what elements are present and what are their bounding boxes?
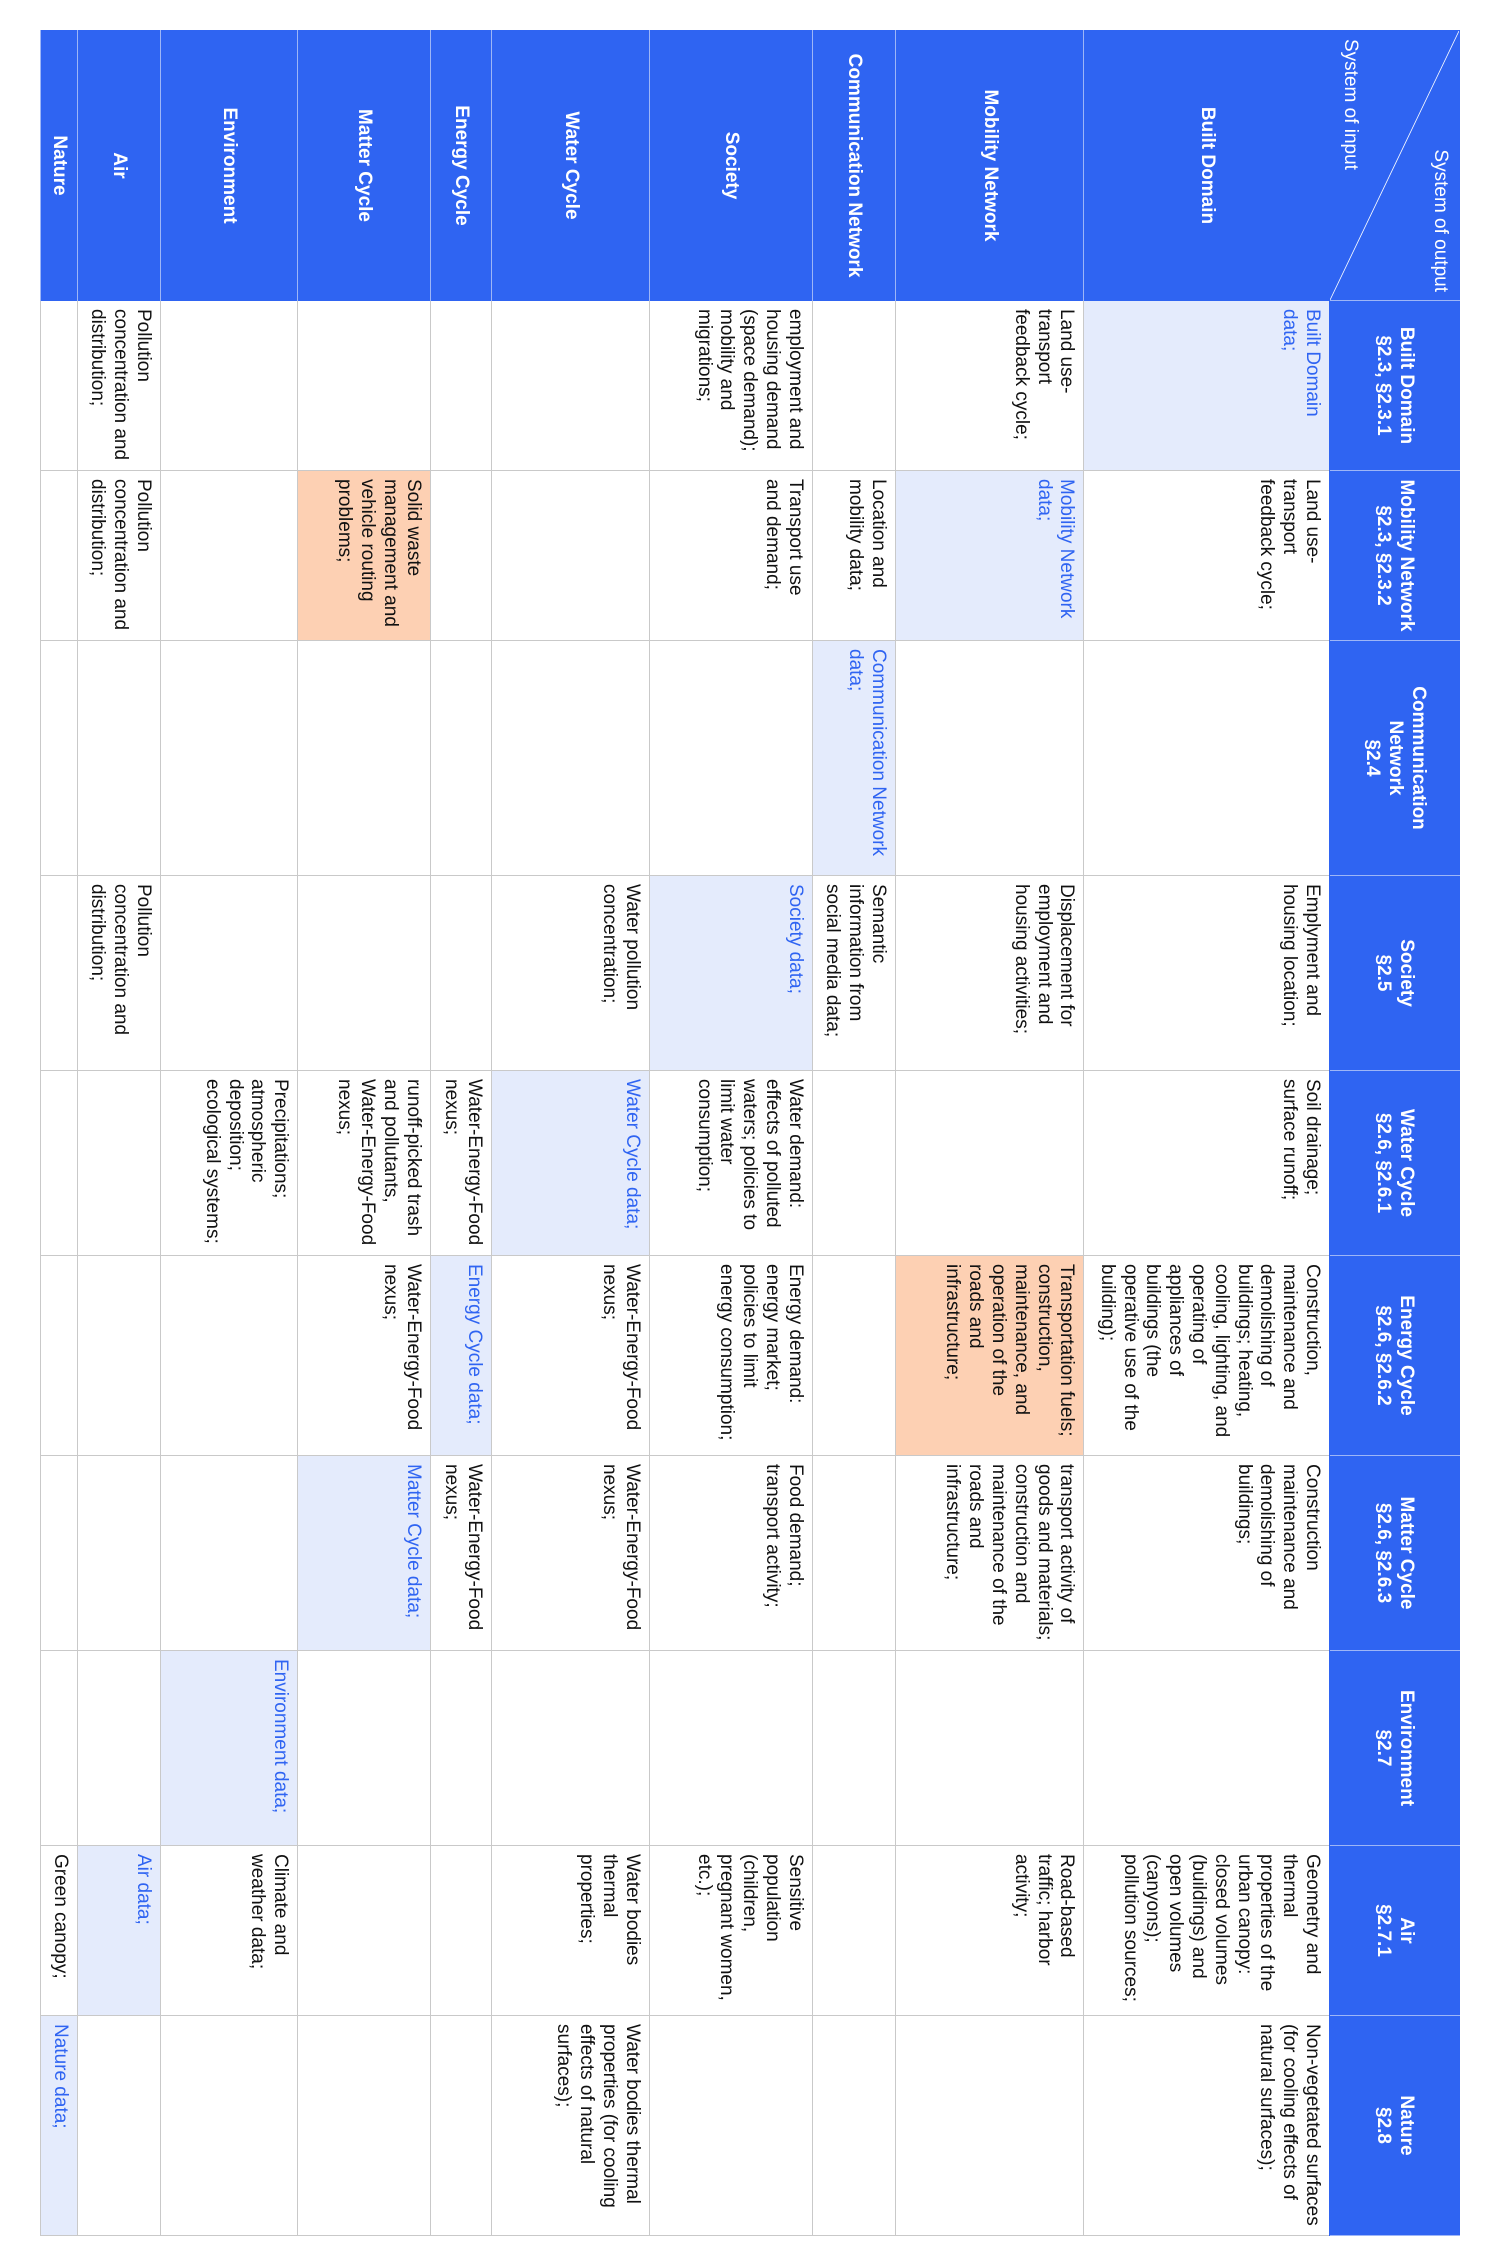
table-row	[491, 31, 649, 2236]
table-row	[77, 31, 160, 2236]
matrix-cell: Geometry and thermal properties of the urban canopy: closed volumes (buildings) and open volumes (canyons); pollution sources;	[1084, 1846, 1330, 2016]
matrix-cell: Sensitive population (children, pregnant women, etc.);	[649, 1846, 812, 2016]
row-header: Water Cycle	[491, 31, 649, 301]
matrix-cell	[41, 1456, 78, 1651]
table-row	[41, 31, 78, 2236]
col-header-sections: §2.4	[1362, 739, 1384, 777]
matrix-cell	[298, 1651, 431, 1846]
table-row	[895, 31, 1084, 2236]
row-header: Air	[77, 31, 160, 301]
matrix-cell: Water-Energy-Food nexus;	[430, 1071, 491, 1256]
matrix-cell: Water demand: effects of polluted waters; policies to limit water consumption;	[649, 1071, 812, 1256]
row-header: Nature	[41, 31, 78, 301]
matrix-cell	[649, 641, 812, 876]
matrix-cell	[430, 471, 491, 641]
matrix-cell	[41, 1071, 78, 1256]
table-row	[160, 31, 298, 2236]
diagonal-cell: Society data;	[649, 876, 812, 1071]
matrix-cell	[491, 641, 649, 876]
matrix-cell	[895, 1071, 1084, 1256]
matrix-cell	[298, 301, 431, 471]
table-row	[430, 31, 491, 2236]
matrix-cell: Energy demand: energy market; policies to limit energy consumption;	[649, 1256, 812, 1456]
matrix-cell: transport activity of goods and materials; construction and maintenance of the roads and infrastructure;	[895, 1456, 1084, 1651]
matrix-cell	[160, 876, 298, 1071]
matrix-cell: Water-Energy-Food nexus;	[298, 1256, 431, 1456]
matrix-cell: Construction, maintenance and demolishing of buildings; heating, cooling, lighting, and operating of appliances of buildings (the operative use of the building);	[1084, 1256, 1330, 1456]
matrix-cell	[430, 1846, 491, 2016]
diagonal-cell: Communication Network data;	[812, 641, 895, 876]
col-header	[1330, 1651, 1460, 1846]
corner-header	[1330, 31, 1460, 301]
matrix-cell: Land use-transport feedback cycle;	[895, 301, 1084, 471]
matrix-cell: Pollution concentration and distribution;	[77, 301, 160, 471]
matrix-cell	[812, 301, 895, 471]
col-header	[1330, 301, 1460, 471]
matrix-cell	[491, 301, 649, 471]
matrix-cell: Non-vegetated surfaces (for cooling effects of natural surfaces);	[1084, 2016, 1330, 2236]
matrix-cell	[298, 2016, 431, 2236]
col-header-sections: §2.6, §2.6.2	[1373, 1305, 1395, 1406]
row-header: Environment	[160, 31, 298, 301]
table-row	[812, 31, 895, 2236]
matrix-cell: Precipitations; atmospheric deposition; ecological systems;	[160, 1071, 298, 1256]
col-header-name: Environment	[1396, 1689, 1418, 1807]
matrix-cell: Emplyment and housing location;	[1084, 876, 1330, 1071]
matrix-cell	[812, 1651, 895, 1846]
matrix-cell	[1084, 641, 1330, 876]
matrix-cell: Water-Energy-Food nexus;	[491, 1256, 649, 1456]
matrix-cell	[77, 1456, 160, 1651]
col-header-name: Society	[1396, 939, 1418, 1007]
matrix-cell	[491, 471, 649, 641]
matrix-cell: Transportation fuels; construction, maintenance, and operation of the roads and infrastructure;	[895, 1256, 1084, 1456]
matrix-cell	[430, 641, 491, 876]
column-header-row	[1330, 31, 1460, 2236]
col-header-name: Matter Cycle	[1396, 1496, 1418, 1610]
matrix-cell	[812, 1456, 895, 1651]
diagonal-cell: Built Domain data;	[1084, 301, 1330, 471]
matrix-cell	[812, 1846, 895, 2016]
matrix-cell	[160, 1456, 298, 1651]
table-row	[298, 31, 431, 2236]
matrix-cell	[160, 301, 298, 471]
matrix-cell	[77, 1071, 160, 1256]
matrix-body	[41, 31, 1330, 2236]
matrix-cell: Pollution concentration and distribution;	[77, 876, 160, 1071]
matrix-cell: Land use-transport feedback cycle;	[1084, 471, 1330, 641]
col-header-sections: §2.6, §2.6.3	[1373, 1502, 1395, 1604]
matrix-cell: Water pollution concentration;	[491, 876, 649, 1071]
matrix-cell: Road-based traffic; harbor activity;	[895, 1846, 1084, 2016]
diagonal-cell: Environment data;	[160, 1651, 298, 1846]
diagonal-cell: Mobility Network data;	[895, 471, 1084, 641]
col-header-sections: §2.3, §2.3.2	[1373, 505, 1395, 606]
matrix-cell: Food demand; transport activity;	[649, 1456, 812, 1651]
col-header-name: Mobility Network	[1396, 479, 1418, 632]
matrix-cell: Water-Energy-Food nexus;	[430, 1456, 491, 1651]
matrix-cell	[649, 2016, 812, 2236]
matrix-cell	[491, 1651, 649, 1846]
matrix-cell: Semantic information from social media data;	[812, 876, 895, 1071]
matrix-cell	[895, 1651, 1084, 1846]
matrix-cell: Transport use and demand;	[649, 471, 812, 641]
matrix-cell: Water bodies thermal properties;	[491, 1846, 649, 2016]
col-header-name: Nature	[1396, 2095, 1418, 2156]
matrix-cell: Construction maintenance and demolishing of buildings;	[1084, 1456, 1330, 1651]
corner-output-label: System of output	[1430, 149, 1451, 292]
matrix-cell	[160, 471, 298, 641]
matrix-cell	[298, 1846, 431, 2016]
col-header	[1330, 2016, 1460, 2236]
diagonal-cell: Matter Cycle data;	[298, 1456, 431, 1651]
table-row	[1084, 31, 1330, 2236]
matrix-cell	[160, 1256, 298, 1456]
matrix-cell	[41, 1651, 78, 1846]
matrix-cell	[812, 2016, 895, 2236]
col-header-sections: §2.8	[1373, 2107, 1395, 2144]
row-header: Society	[649, 31, 812, 301]
row-header: Energy Cycle	[430, 31, 491, 301]
col-header	[1330, 1846, 1460, 2016]
matrix-cell	[41, 876, 78, 1071]
matrix-cell: employment and housing demand (space demand); mobility and migrations;	[649, 301, 812, 471]
col-header-sections: §2.7.1	[1373, 1904, 1395, 1957]
matrix-cell	[77, 2016, 160, 2236]
col-header	[1330, 471, 1460, 641]
col-header-name: Water Cycle	[1396, 1108, 1418, 1218]
matrix-cell: Pollution concentration and distribution;	[77, 471, 160, 641]
col-header-name: Built Domain	[1396, 326, 1418, 445]
matrix-cell	[41, 1256, 78, 1456]
row-header: Communication Network	[812, 31, 895, 301]
rotated-table-wrapper	[40, 30, 1460, 2235]
col-header-sections: §2.5	[1373, 954, 1395, 992]
matrix-cell	[430, 876, 491, 1071]
col-header-sections: §2.3, §2.3.1	[1373, 335, 1395, 436]
diagonal-cell: Water Cycle data;	[491, 1071, 649, 1256]
matrix-cell: Water-Energy-Food nexus;	[491, 1456, 649, 1651]
col-header-name: Energy Cycle	[1396, 1295, 1418, 1416]
matrix-cell: Location and mobility data;	[812, 471, 895, 641]
col-header-name: Communication Network	[1384, 686, 1429, 830]
col-header-sections: §2.6, §2.6.1	[1373, 1112, 1395, 1214]
matrix-cell	[649, 1651, 812, 1846]
matrix-cell: Displacement for employment and housing activities;	[895, 876, 1084, 1071]
systems-interaction-matrix	[40, 30, 1460, 2236]
matrix-cell	[77, 1651, 160, 1846]
matrix-cell	[160, 641, 298, 876]
matrix-cell	[1084, 1651, 1330, 1846]
matrix-cell	[41, 301, 78, 471]
matrix-cell	[77, 641, 160, 876]
matrix-cell	[41, 641, 78, 876]
matrix-cell	[812, 1256, 895, 1456]
matrix-cell: runoff-picked trash and pollutants, Water-Energy-Food nexus;	[298, 1071, 431, 1256]
col-header	[1330, 1071, 1460, 1256]
matrix-cell	[430, 1651, 491, 1846]
row-header: Matter Cycle	[298, 31, 431, 301]
matrix-cell: Green canopy;	[41, 1846, 78, 2016]
row-header: Built Domain	[1084, 31, 1330, 301]
row-header: Mobility Network	[895, 31, 1084, 301]
matrix-cell	[77, 1256, 160, 1456]
matrix-cell	[895, 2016, 1084, 2236]
matrix-cell	[298, 641, 431, 876]
corner-input-label: System of input	[1339, 39, 1361, 170]
col-header-name: Air	[1396, 1917, 1418, 1944]
matrix-cell	[430, 301, 491, 471]
diagonal-cell: Energy Cycle data;	[430, 1256, 491, 1456]
matrix-cell	[160, 2016, 298, 2236]
col-header	[1330, 1456, 1460, 1651]
matrix-cell: Solid waste management and vehicle routing problems;	[298, 471, 431, 641]
diagonal-cell: Air data;	[77, 1846, 160, 2016]
matrix-cell	[430, 2016, 491, 2236]
matrix-cell	[41, 471, 78, 641]
table-row	[649, 31, 812, 2236]
col-header	[1330, 876, 1460, 1071]
matrix-cell: Water bodies thermal properties (for cooling effects of natural surfaces);	[491, 2016, 649, 2236]
col-header	[1330, 1256, 1460, 1456]
matrix-cell	[812, 1071, 895, 1256]
matrix-cell: Soil drainage; surface runoff;	[1084, 1071, 1330, 1256]
col-header-sections: §2.7	[1373, 1729, 1395, 1767]
diagonal-cell: Nature data;	[41, 2016, 78, 2236]
matrix-cell: Climate and weather data;	[160, 1846, 298, 2016]
matrix-cell	[895, 641, 1084, 876]
matrix-cell	[298, 876, 431, 1071]
col-header	[1330, 641, 1460, 876]
